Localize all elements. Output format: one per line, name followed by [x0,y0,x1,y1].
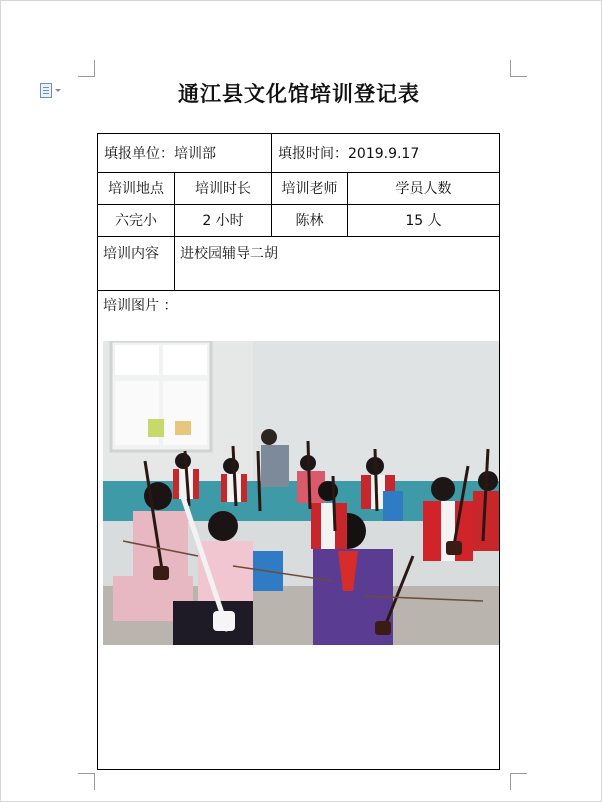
header-location: 培训地点 [108,181,164,197]
content-value: 进校园辅导二胡 [180,246,278,262]
crop-mark-top-right [510,60,527,77]
table-rule [271,134,272,172]
crop-mark-bottom-left [78,773,95,790]
paste-options-icon[interactable] [40,82,66,98]
value-teacher: 陈林 [295,213,324,229]
header-duration: 培训时长 [195,181,251,197]
reporting-unit: 填报单位：培训部 [104,146,216,162]
value-students: 15 人 [405,213,442,229]
chevron-down-icon [55,89,61,92]
content-label: 培训内容 [103,246,159,262]
reporting-time: 填报时间：2019.9.17 [278,146,420,162]
header-students: 学员人数 [395,181,452,197]
value-duration: 2 小时 [202,213,244,229]
training-photo [103,341,499,645]
crop-mark-top-left [78,60,95,77]
registration-form-table [97,133,500,770]
photo-label: 培训图片 ： [103,298,178,314]
document-title: 通江县文化馆培训登记表 [178,81,420,106]
document-icon [40,83,52,98]
crop-mark-bottom-right [510,773,527,790]
value-location: 六完小 [115,213,157,229]
header-teacher: 培训老师 [281,181,338,197]
